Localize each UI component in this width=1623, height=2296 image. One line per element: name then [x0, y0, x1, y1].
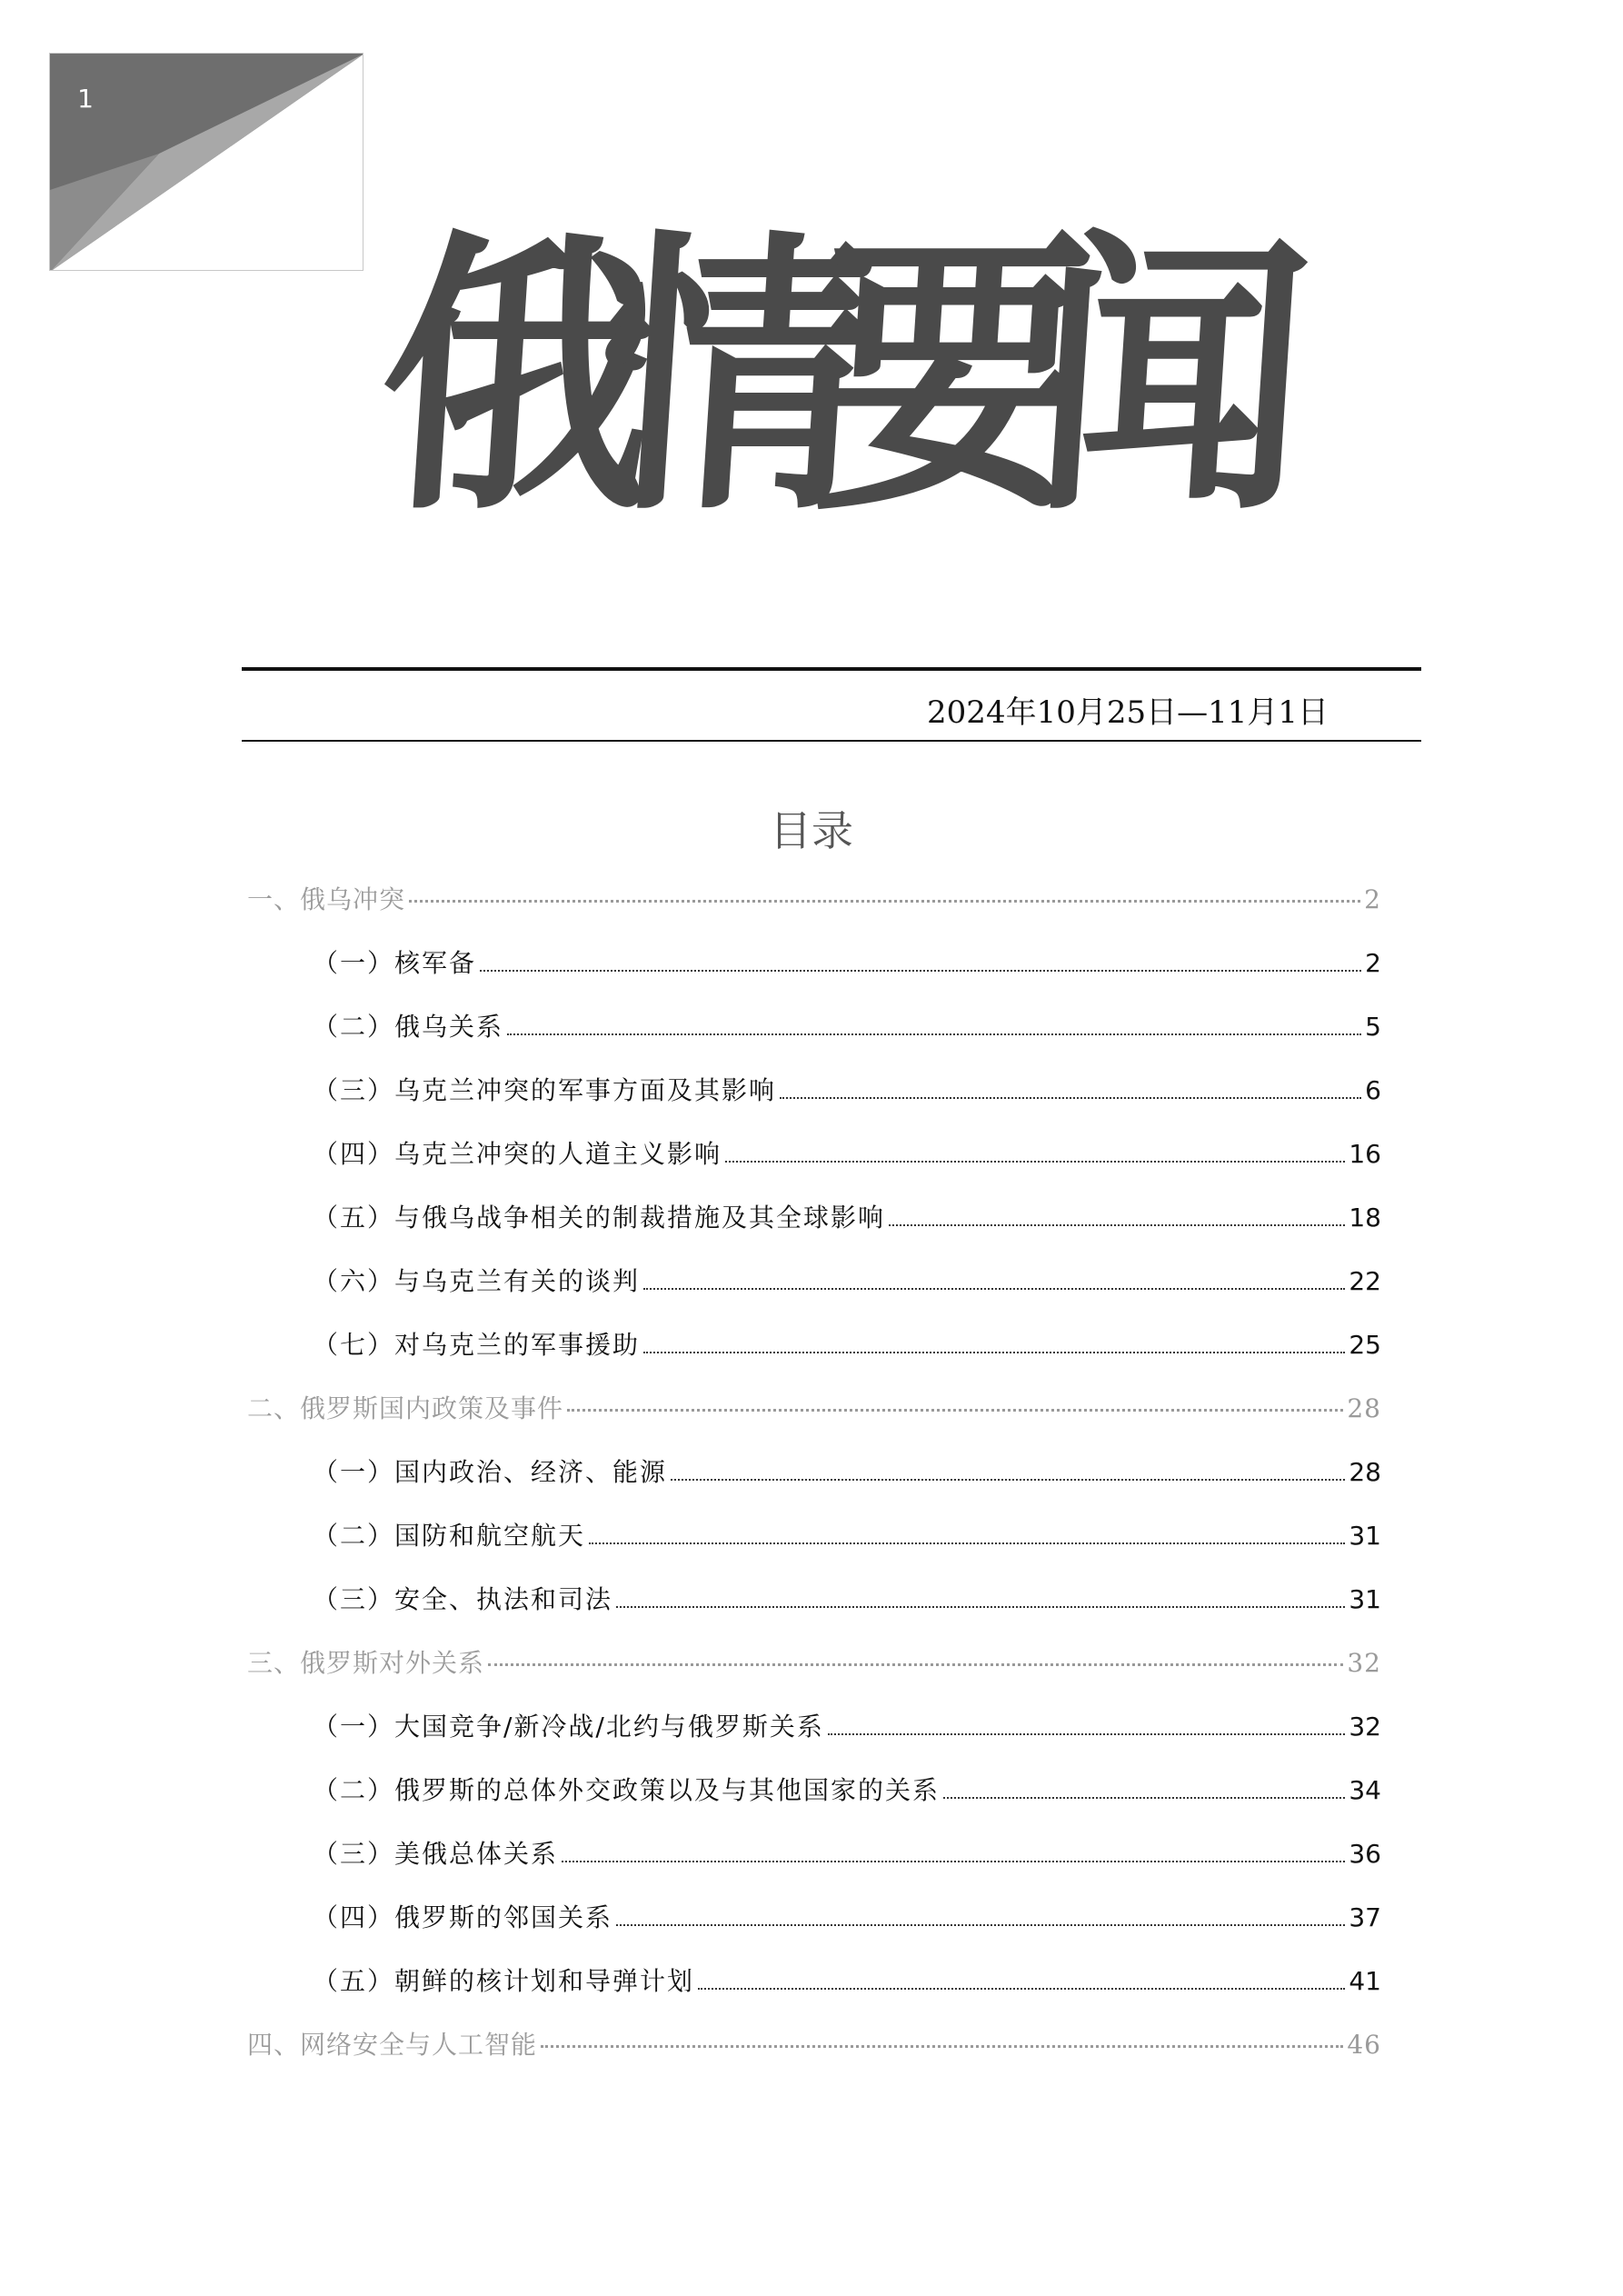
toc-section-entry[interactable] [247, 2025, 1381, 2061]
toc-entry-page: 28 [1347, 1393, 1381, 1423]
toc-dot-leader [671, 1479, 1345, 1481]
toc-entry-page: 46 [1347, 2030, 1381, 2060]
toc-dot-leader [616, 1606, 1345, 1608]
toc-dot-leader [480, 970, 1361, 972]
toc-entry-label: （三）安全、执法和司法 [313, 1584, 613, 1614]
toc-entry-label: 四、网络安全与人工智能 [247, 2030, 538, 2060]
toc-subsection-entry[interactable] [313, 1580, 1381, 1616]
toc-entry-page: 2 [1364, 884, 1381, 914]
toc-dot-leader [725, 1161, 1345, 1163]
toc-dot-leader [698, 1988, 1345, 1990]
toc-subsection-entry[interactable] [313, 1325, 1381, 1362]
toc-subsection-entry[interactable] [313, 1262, 1381, 1298]
toc-dot-leader [943, 1797, 1345, 1799]
toc-entry-label: （四）俄罗斯的邻国关系 [313, 1902, 613, 1932]
page-number: 1 [77, 84, 94, 114]
toc-subsection-entry[interactable] [313, 1516, 1381, 1552]
toc-entry-page: 18 [1349, 1203, 1381, 1233]
toc-subsection-entry[interactable] [313, 1134, 1381, 1171]
toc-entry-label: （三）乌克兰冲突的军事方面及其影响 [313, 1075, 777, 1105]
toc-title: 目录 [770, 806, 853, 855]
toc-entry-page: 34 [1349, 1775, 1381, 1805]
toc-dot-leader [488, 1663, 1343, 1666]
header-rule-thick [242, 667, 1421, 671]
toc-dot-leader [643, 1288, 1345, 1290]
masthead-char: 情 [588, 203, 884, 551]
toc-entry-label: 一、俄乌冲突 [247, 884, 406, 914]
toc-entry-page: 5 [1365, 1012, 1381, 1042]
masthead-char: 俄 [370, 203, 666, 551]
toc-subsection-entry[interactable] [313, 1834, 1381, 1871]
toc-entry-page: 32 [1347, 1648, 1381, 1678]
toc-entry-label: （二）国防和航空航天 [313, 1521, 586, 1551]
toc-entry-page: 37 [1349, 1902, 1381, 1932]
toc-entry-label: （三）美俄总体关系 [313, 1839, 559, 1869]
toc-dot-leader [828, 1733, 1345, 1735]
toc-entry-page: 31 [1349, 1521, 1381, 1551]
toc-subsection-entry[interactable] [313, 1962, 1381, 1998]
toc-dot-leader [507, 1033, 1361, 1035]
toc-entry-label: （二）俄乌关系 [313, 1012, 504, 1042]
toc-subsection-entry[interactable] [313, 1452, 1381, 1489]
toc-subsection-entry[interactable] [313, 1898, 1381, 1934]
toc-subsection-entry[interactable] [313, 1071, 1381, 1107]
toc-section-entry[interactable] [247, 880, 1381, 916]
toc-dot-leader [562, 1861, 1345, 1862]
toc-entry-label: 三、俄罗斯对外关系 [247, 1648, 485, 1678]
toc-dot-leader [589, 1542, 1345, 1544]
toc-dot-leader [616, 1924, 1345, 1926]
toc-entry-page: 28 [1349, 1457, 1381, 1487]
toc-entry-page: 16 [1349, 1139, 1381, 1169]
toc-entry-page: 2 [1365, 948, 1381, 978]
toc-dot-leader [541, 2045, 1343, 2048]
toc-entry-page: 36 [1349, 1839, 1381, 1869]
toc-dot-leader [567, 1409, 1343, 1412]
toc-entry-label: （七）对乌克兰的军事援助 [313, 1330, 641, 1360]
toc-subsection-entry[interactable] [313, 1707, 1381, 1743]
toc-entry-label: （五）与俄乌战争相关的制裁措施及其全球影响 [313, 1203, 886, 1233]
toc-subsection-entry[interactable] [313, 1007, 1381, 1043]
toc-entry-label: （一）大国竞争/新冷战/北约与俄罗斯关系 [313, 1712, 824, 1742]
toc-entry-label: （二）俄罗斯的总体外交政策以及与其他国家的关系 [313, 1775, 941, 1805]
toc-entry-page: 32 [1349, 1712, 1381, 1742]
toc-section-entry[interactable] [247, 1389, 1381, 1425]
toc-entry-label: （一）核军备 [313, 948, 477, 978]
toc-entry-page: 6 [1365, 1075, 1381, 1105]
toc-entry-label: （六）与乌克兰有关的谈判 [313, 1266, 641, 1296]
toc-entry-page: 22 [1349, 1266, 1381, 1296]
toc-subsection-entry[interactable] [313, 1198, 1381, 1234]
masthead-title [370, 203, 1320, 551]
date-range: 2024年10月25日—11月1日 [927, 694, 1329, 731]
toc-dot-leader [780, 1097, 1361, 1099]
toc-entry-page: 41 [1349, 1966, 1381, 1996]
toc-entry-label: （五）朝鲜的核计划和导弹计划 [313, 1966, 695, 1996]
masthead-char: 闻 [1024, 203, 1320, 551]
toc-entry-label: 二、俄罗斯国内政策及事件 [247, 1393, 564, 1423]
header-rule-thin [242, 740, 1421, 742]
toc-section-entry[interactable] [247, 1643, 1381, 1680]
masthead-char: 要 [806, 203, 1102, 551]
toc-subsection-entry[interactable] [313, 1771, 1381, 1807]
toc-dot-leader [643, 1352, 1345, 1353]
toc-entry-page: 25 [1349, 1330, 1381, 1360]
toc-subsection-entry[interactable] [313, 943, 1381, 980]
toc-entry-page: 31 [1349, 1584, 1381, 1614]
toc-dot-leader [409, 900, 1360, 903]
toc-dot-leader [889, 1224, 1345, 1226]
toc-entry-label: （四）乌克兰冲突的人道主义影响 [313, 1139, 722, 1169]
toc-entry-label: （一）国内政治、经济、能源 [313, 1457, 668, 1487]
